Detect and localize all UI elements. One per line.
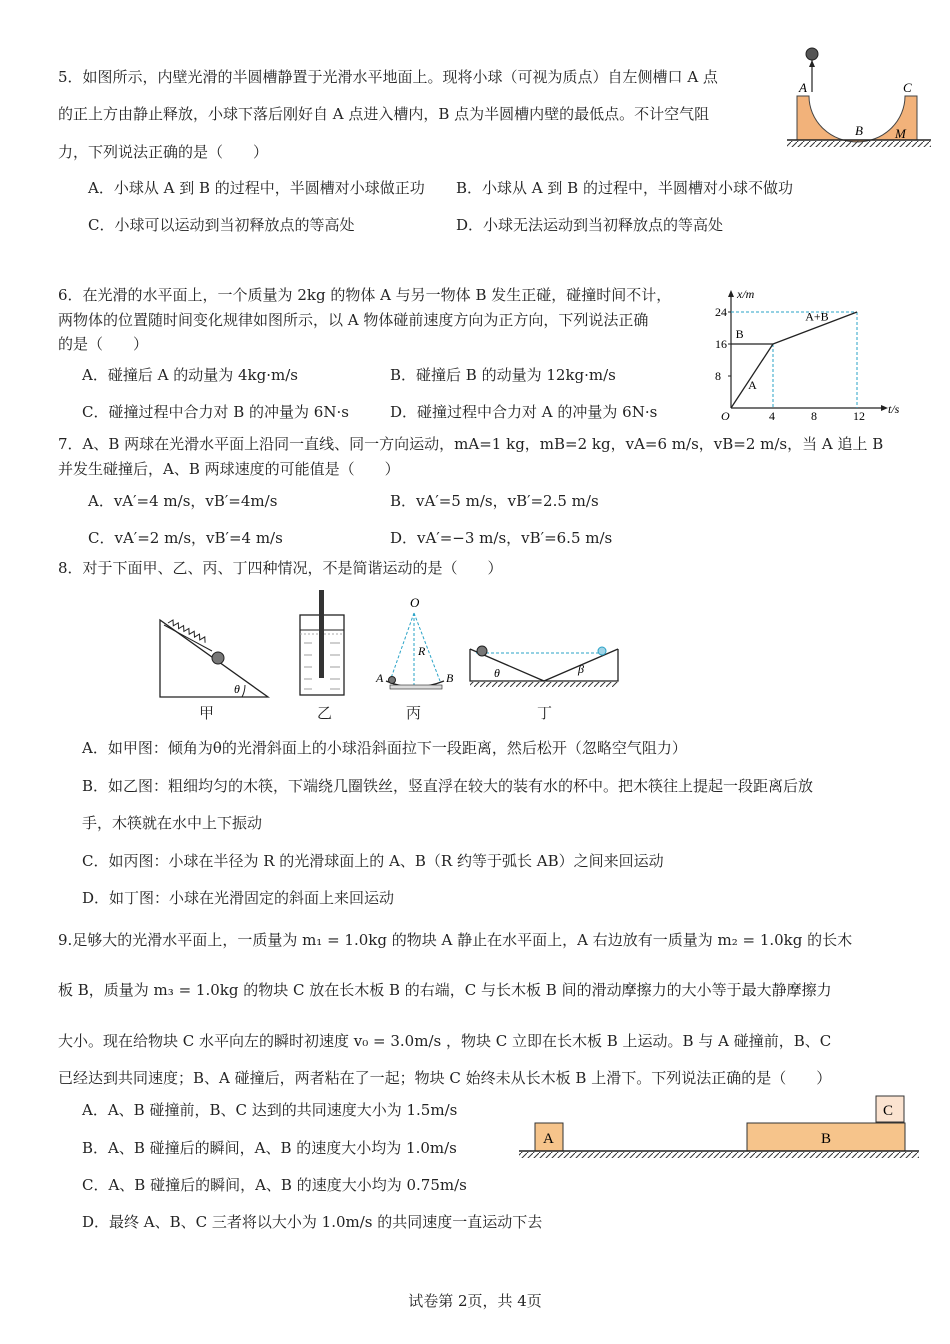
q7-stem-line1: 7．A、B 两球在光滑水平面上沿同一直线、同一方向运动，mA=1 kg，mB=2 kg，vA=6 m/s，vB=2 m/s，当 A 追上 B: [58, 435, 884, 453]
series-label: A+B: [805, 309, 829, 324]
point-b-label: B: [855, 123, 863, 138]
q5-half-groove-figure: [785, 40, 935, 160]
q8-option-b-line2: 手，木筷就在水中上下振动: [82, 814, 263, 832]
q5-option-b[interactable]: B．小球从 A 到 B 的过程中，半圆槽对小球不做功: [456, 179, 793, 197]
q7-option-b[interactable]: B．vA′=5 m/s，vB′=2.5 m/s: [390, 492, 599, 510]
q8-option-b-line1[interactable]: B．如乙图：粗细均匀的木筷，下端绕几圈铁丝，竖直浮在较大的装有水的杯中。把木筷往上提起一段距离后放: [82, 777, 814, 795]
q5-option-c[interactable]: C．小球可以运动到当初释放点的等高处: [88, 216, 355, 234]
point-a-label: A: [376, 671, 384, 685]
q7-option-d[interactable]: D．vA′=−3 m/s，vB′=6.5 m/s: [390, 529, 613, 547]
point-a-label: A: [799, 80, 807, 95]
series-label: A: [748, 377, 757, 392]
caption-bing: 丙: [406, 704, 422, 722]
q7-stem-line2: 并发生碰撞后，A、B 两球速度的可能值是（ ）: [58, 460, 400, 478]
q5-stem-line1: 5．如图所示，内壁光滑的半圆槽静置于光滑水平地面上。现将小球（可视为质点）自左侧槽口 A 点: [58, 68, 718, 86]
q8-option-a[interactable]: A．如甲图：倾角为θ的光滑斜面上的小球沿斜面拉下一段距离，然后松开（忽略空气阻力）: [82, 739, 687, 757]
x-tick-label: 4: [769, 409, 775, 423]
q9-option-c[interactable]: C．A、B 碰撞后的瞬间，A、B 的速度大小均为 0.75m/s: [82, 1176, 467, 1194]
q8-stem: 8．对于下面甲、乙、丙、丁四种情况，不是简谐运动的是（ ）: [58, 559, 503, 577]
angle-beta-label: β: [578, 662, 584, 676]
q5-stem-line3: 力，下列说法正确的是（ ）: [58, 143, 269, 161]
q9-option-d[interactable]: D．最终 A、B、C 三者将以大小为 1.0m/s 的共同速度一直运动下去: [82, 1213, 543, 1231]
board-b-label: B: [821, 1131, 832, 1147]
q6-stem-line3: 的是（ ）: [58, 335, 149, 353]
q9-blocks-figure: [515, 1093, 925, 1165]
x-tick-label: 12: [853, 409, 865, 423]
q5-option-d[interactable]: D．小球无法运动到当初释放点的等高处: [456, 216, 724, 234]
q5-stem-line2: 的正上方由静止释放，小球下落后刚好自 A 点进入槽内，B 点为半圆槽内壁的最低点。不计空气阻: [58, 105, 710, 123]
radius-r-label: R: [418, 644, 426, 658]
y-tick-label: 24: [715, 305, 727, 319]
y-tick-label: 16: [715, 337, 727, 351]
q9-stem-line4: 已经达到共同速度；B、A 碰撞后，两者粘在了一起；物块 C 始终未从长木板 B 上滑下。下列说法正确的是（ ）: [58, 1069, 832, 1087]
origin-label: O: [721, 409, 730, 423]
q6-position-time-chart: [715, 272, 943, 424]
q5-option-a[interactable]: A．小球从 A 到 B 的过程中，半圆槽对小球做正功: [88, 179, 425, 197]
angle-theta-label: θ: [234, 682, 240, 696]
y-axis-label: x/m: [737, 287, 755, 301]
block-a-label: A: [543, 1131, 554, 1147]
point-o-label: O: [410, 595, 420, 610]
q7-option-a[interactable]: A．vA′=4 m/s，vB′=4m/s: [88, 492, 278, 510]
q6-option-c[interactable]: C．碰撞过程中合力对 B 的冲量为 6N·s: [82, 403, 349, 421]
x-tick-label: 8: [811, 409, 817, 423]
q6-option-b[interactable]: B．碰撞后 B 的动量为 12kg·m/s: [390, 366, 616, 384]
q9-option-a[interactable]: A．A、B 碰撞前，B、C 达到的共同速度大小为 1.5m/s: [82, 1101, 458, 1119]
angle-theta-label: θ: [494, 666, 500, 680]
q8-option-c[interactable]: C．如丙图：小球在半径为 R 的光滑球面上的 A、B（R 约等于弧长 AB）之间来回运动: [82, 852, 664, 870]
groove-m-label: M: [895, 126, 906, 141]
q6-option-d[interactable]: D．碰撞过程中合力对 A 的冲量为 6N·s: [390, 403, 658, 421]
q6-stem-line2: 两物体的位置随时间变化规律如图所示，以 A 物体碰前速度方向为正方向，下列说法正确: [58, 311, 649, 329]
q9-stem-line3: 大小。现在给物块 C 水平向左的瞬时初速度 v₀ = 3.0m/s ，物块 C 立即在长木板 B 上运动。B 与 A 碰撞前，B、C: [58, 1032, 832, 1050]
ball-icon: [806, 48, 818, 60]
q6-stem-line1: 6．在光滑的水平面上，一个质量为 2kg 的物体 A 与另一物体 B 发生正碰，碰撞时间不计，: [58, 286, 672, 304]
point-b-label: B: [446, 671, 454, 685]
ball-icon: [477, 646, 487, 656]
q9-stem-line1: 9.足够大的光滑水平面上，一质量为 m₁ = 1.0kg 的物块 A 静止在水平面上，A 右边放有一质量为 m₂ = 1.0kg 的长木: [58, 931, 853, 949]
x-axis-arrow: [881, 405, 888, 411]
q9-option-b[interactable]: B．A、B 碰撞后的瞬间，A、B 的速度大小均为 1.0m/s: [82, 1139, 457, 1157]
q9-stem-line2: 板 B，质量为 m₃ = 1.0kg 的物块 C 放在长木板 B 的右端，C 与长木板 B 间的滑动摩擦力的大小等于最大静摩擦力: [58, 981, 832, 999]
series-line-a: [731, 344, 773, 408]
q6-option-a[interactable]: A．碰撞后 A 的动量为 4kg·m/s: [82, 366, 298, 384]
q8-four-figures: [150, 585, 630, 730]
figure-jia: [160, 619, 268, 697]
caption-yi: 乙: [317, 704, 333, 722]
block-c-label: C: [883, 1103, 894, 1119]
caption-ding: 丁: [537, 704, 553, 722]
caption-jia: 甲: [199, 704, 215, 722]
series-label: B: [735, 327, 744, 341]
q7-option-c[interactable]: C．vA′=2 m/s，vB′=4 m/s: [88, 529, 283, 547]
page-footer: 试卷第 2页，共 4页: [408, 1292, 542, 1310]
figure-yi: [300, 590, 344, 695]
q8-option-d[interactable]: D．如丁图：小球在光滑固定的斜面上来回运动: [82, 889, 395, 907]
y-axis-arrow: [728, 290, 734, 297]
x-axis-label: t/s: [888, 402, 900, 416]
ball-icon: [212, 652, 224, 664]
figure-bing: [375, 595, 454, 689]
figure-ding: [470, 646, 618, 687]
y-tick-label: 8: [715, 369, 721, 383]
point-c-label: C: [903, 80, 912, 95]
